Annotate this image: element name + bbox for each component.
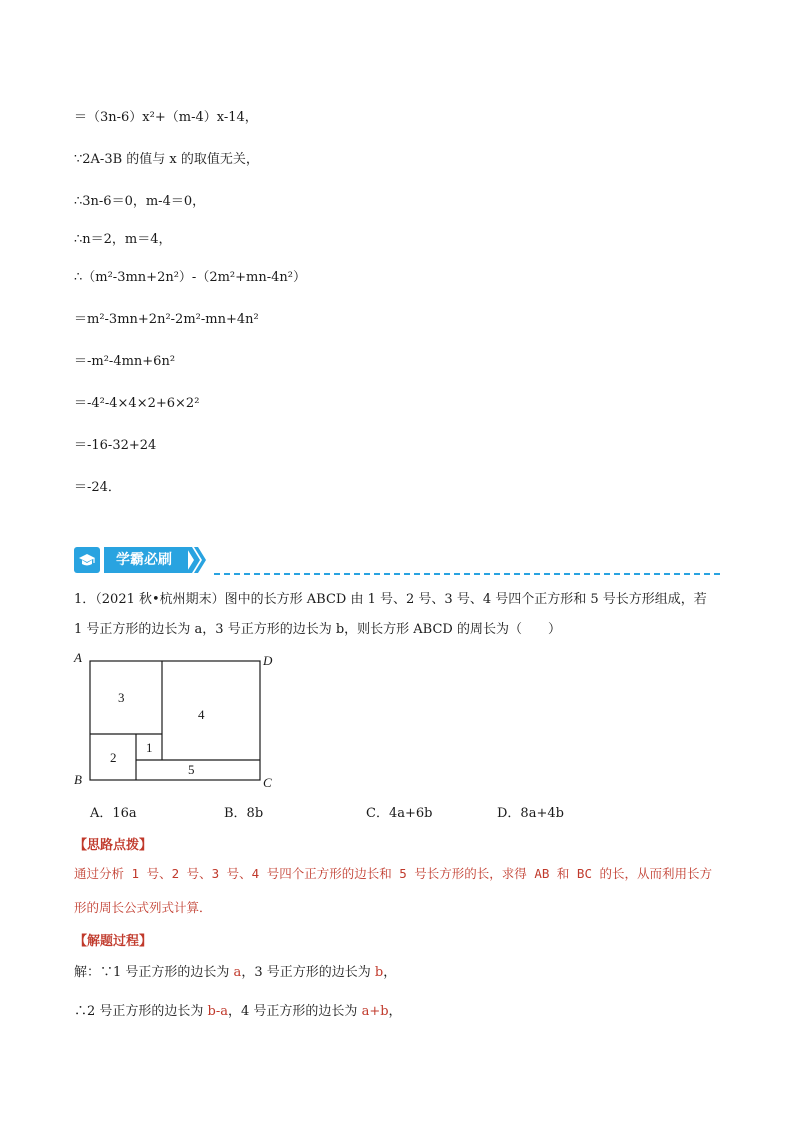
var-b: b	[374, 965, 384, 980]
question-line-2: 1 号正方形的边长为 a，3 号正方形的边长为 b，则长方形 ABCD 的周长为（ ）	[74, 622, 561, 637]
solution-heading: 【解题过程】	[74, 934, 153, 949]
work-line-8: ＝-4²-4×4×2+6×2²	[74, 396, 200, 411]
square-4-label: 4	[198, 707, 205, 722]
hint-text: 通过分析 1 号、2 号、3 号、4 号四个正方形的边长和 5 号长方形的长，求得 AB 和 BC 的长，从而利用长方形的周长公式列式计算．	[74, 866, 713, 915]
section-banner-title: 学霸必刷	[104, 547, 188, 573]
work-line-2: ∵2A-3B 的值与 x 的取值无关，	[74, 152, 259, 167]
work-line-9: ＝-16-32+24	[74, 438, 157, 453]
corner-label-b: B	[74, 772, 82, 787]
work-line-5: ∴（m²-3mn+2n²）-（2m²+mn-4n²）	[74, 270, 306, 285]
section-banner	[74, 546, 208, 574]
option-c[interactable]: C．4a+6b	[366, 806, 433, 821]
square-2-label: 2	[110, 750, 117, 765]
graduation-cap-icon	[74, 547, 100, 573]
square-1-label: 1	[146, 740, 153, 755]
banner-divider	[214, 573, 720, 575]
rectangle-5-label: 5	[188, 762, 195, 777]
solution-line-2: ∴2 号正方形的边长为 b-a，4 号正方形的边长为 a+b，	[74, 1004, 402, 1019]
corner-label-c: C	[263, 775, 272, 790]
work-line-7: ＝-m²-4mn+6n²	[74, 354, 176, 369]
rectangle-abcd-diagram	[72, 648, 282, 790]
expr-a-plus-b: a+b	[361, 1004, 389, 1019]
work-line-1: ＝（3n-6）x²+（m-4）x-14，	[74, 110, 258, 125]
corner-label-a: A	[74, 650, 82, 665]
work-line-10: ＝-24．	[74, 480, 121, 495]
solution-line-1: 解：∵1 号正方形的边长为 a，3 号正方形的边长为 b，	[74, 965, 397, 980]
work-line-4: ∴n＝2，m＝4，	[74, 232, 172, 247]
option-b[interactable]: B．8b	[224, 806, 264, 821]
var-a: a	[233, 965, 242, 980]
option-a[interactable]: A．16a	[90, 806, 137, 821]
hint-heading: 【思路点拨】	[74, 838, 153, 853]
corner-label-d: D	[263, 653, 273, 668]
work-line-6: ＝m²-3mn+2n²-2m²-mn+4n²	[74, 312, 259, 327]
work-line-3: ∴3n-6＝0，m-4＝0，	[74, 194, 206, 209]
option-d[interactable]: D．8a+4b	[497, 806, 564, 821]
chevron-right-icon	[186, 546, 208, 574]
question-line-1: 1．（2021 秋•杭州期末）图中的长方形 ABCD 由 1 号、2 号、3 号、4 号四个正方形和 5 号长方形组成，若	[74, 592, 707, 607]
expr-b-minus-a: b-a	[207, 1004, 229, 1019]
square-3-label: 3	[118, 690, 125, 705]
